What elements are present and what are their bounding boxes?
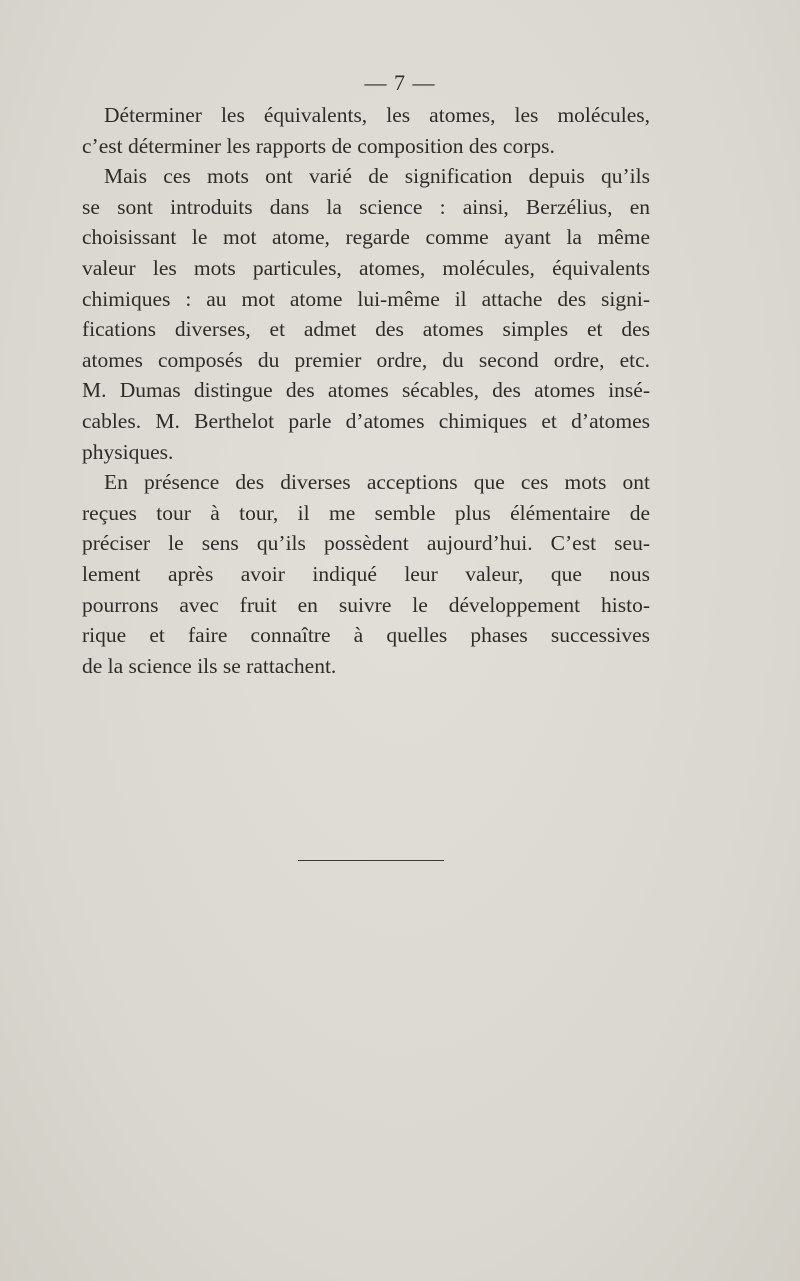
text-line: reçues tour à tour, il me semble plus élémentaire de bbox=[82, 500, 650, 525]
page-number: — 7 — bbox=[364, 70, 436, 95]
text-line: se sont introduits dans la science : ainsi, Berzélius, en bbox=[82, 194, 650, 219]
text-line: Mais ces mots ont varié de signification depuis qu’ils bbox=[104, 164, 650, 189]
text-line: valeur les mots particules, atomes, molécules, équivalents bbox=[82, 255, 650, 280]
text-line: c’est déterminer les rapports de composition des corps. bbox=[82, 133, 555, 158]
text-line: préciser le sens qu’ils possèdent aujourd’hui. C’est seu- bbox=[82, 531, 650, 556]
text-line: cables. M. Berthelot parle d’atomes chimiques et d’atomes bbox=[82, 408, 650, 433]
text-line: chimiques : au mot atome lui-même il attache des signi- bbox=[82, 286, 650, 311]
section-divider bbox=[298, 860, 444, 861]
text-line: de la science ils se rattachent. bbox=[82, 653, 337, 678]
text-line: En présence des diverses acceptions que ces mots ont bbox=[104, 470, 650, 495]
text-line: fications diverses, et admet des atomes simples et des bbox=[82, 317, 650, 342]
body-text bbox=[82, 100, 650, 681]
text-line: choisissant le mot atome, regarde comme ayant la même bbox=[82, 225, 650, 250]
text-line: Déterminer les équivalents, les atomes, les molécules, bbox=[104, 103, 650, 127]
text-line: pourrons avec fruit en suivre le développement histo- bbox=[82, 592, 650, 617]
text-line: M. Dumas distingue des atomes sécables, des atomes insé- bbox=[82, 378, 650, 403]
text-line: lement après avoir indiqué leur valeur, que nous bbox=[82, 561, 650, 586]
text-line: atomes composés du premier ordre, du second ordre, etc. bbox=[82, 347, 650, 372]
text-line: physiques. bbox=[82, 439, 174, 464]
text-line: rique et faire connaître à quelles phases successives bbox=[82, 623, 650, 648]
